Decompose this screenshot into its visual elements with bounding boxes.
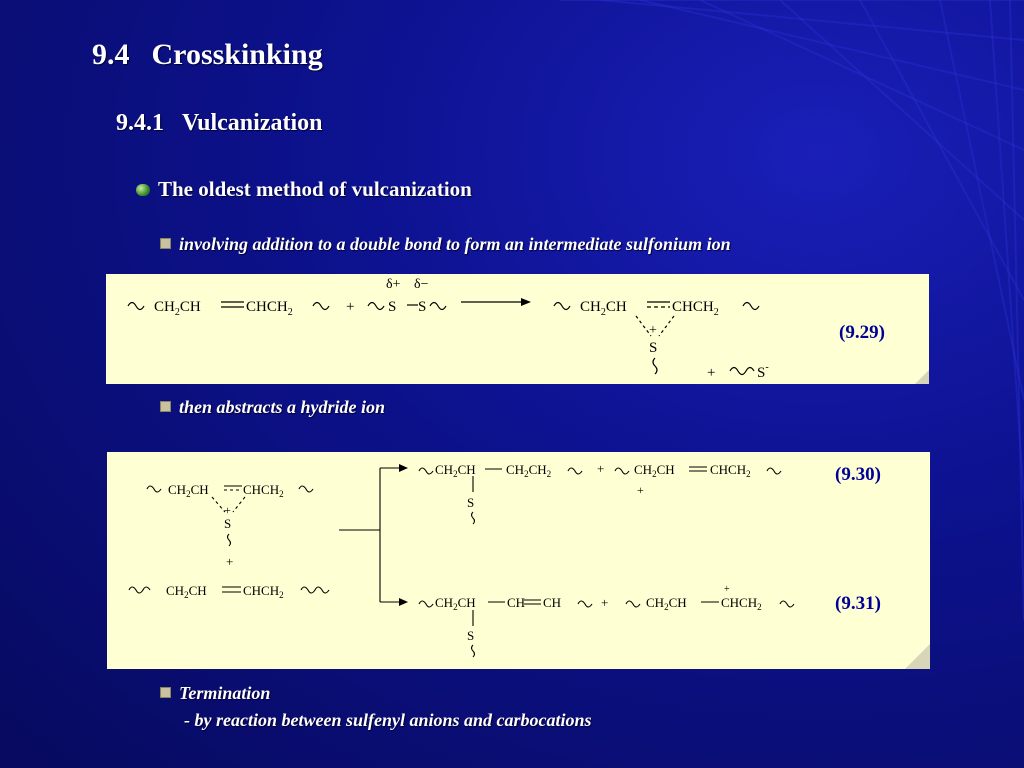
svg-text:CH2CH2: $CH_2CH_2$ (506, 462, 552, 479)
r1-chch2: CHCH (246, 299, 288, 315)
svg-text:CHCH2: $CHCH_2$ (246, 299, 293, 318)
heading-title: Crosskinking (151, 38, 323, 71)
sulfonium-charge: + (649, 323, 657, 338)
svg-text:CH2CH: $CH_2CH$ (435, 462, 476, 479)
delta-plus: δ+ (386, 277, 401, 292)
plus-sign: + (597, 461, 605, 476)
carbocation-charge: + (724, 584, 730, 595)
p1-chch2: CHCH (672, 299, 714, 315)
plus-sign: + (601, 595, 609, 610)
reaction-diagram-1 (106, 274, 929, 384)
bullet-sub-1-text: involving addition to a double bond to form an intermediate sulfonium ion (179, 234, 731, 254)
bullet-sub-1 (160, 234, 731, 255)
chain-wave (299, 486, 313, 492)
arrow-head (399, 464, 408, 472)
chain-wave (419, 601, 433, 607)
svg-text:CH2CH: $CH_2CH$ (580, 299, 627, 318)
bullet-sub-2 (160, 397, 385, 418)
sulfur-chain-wave (228, 534, 231, 546)
svg-text:CH2CH: $CH_2CH$ (168, 482, 209, 499)
chain-wave (430, 303, 446, 310)
bullet-sub-2-text: then abstracts a hydride ion (179, 397, 386, 417)
bullet-sub-3-detail: - by reaction between sulfenyl anions and carbocations (184, 710, 592, 730)
heading-number: 9.4 (92, 38, 130, 71)
arrow-head (521, 298, 531, 306)
square-bullet-icon (160, 687, 171, 698)
svg-text:CH: CH (543, 595, 562, 610)
ion-charge: + (224, 503, 231, 517)
chain-wave (301, 587, 329, 593)
equation-number-9-30: (9.30) (835, 464, 881, 485)
svg-text:CHCH2: $CHCH_2$ (243, 583, 284, 600)
r1-ch2: CH (154, 299, 175, 315)
chain-wave (730, 368, 754, 375)
reaction-panel-2 (107, 452, 930, 669)
square-bullet-icon (160, 238, 171, 249)
svg-text:CHCH2: $CHCH_2$ (672, 299, 719, 318)
sulfur-chain-wave (472, 645, 475, 657)
chain-wave (128, 303, 144, 310)
product-b-sulfur: S (467, 628, 475, 643)
dashed-bond (233, 497, 245, 512)
slide-subheading (116, 110, 322, 137)
sulfur-chain-wave (653, 358, 657, 374)
bullet-main-text: The oldest method of vulcanization (158, 177, 472, 201)
subheading-number: 9.4.1 (116, 110, 164, 136)
chain-wave (568, 468, 582, 474)
byproduct-plus: + (707, 365, 716, 381)
product-a-sulfur: S (467, 495, 475, 510)
svg-text:CHCH2: $CHCH_2$ (710, 462, 751, 479)
slide-heading (92, 38, 323, 72)
dashed-bond (659, 316, 674, 336)
sulfur-atom: S (418, 299, 427, 315)
chain-wave (578, 601, 592, 607)
svg-text:CH2CH: $CH_2CH$ (166, 583, 207, 600)
subheading-title: Vulcanization (182, 110, 323, 136)
svg-text:CHCH2: $CHCH_2$ (721, 595, 762, 612)
square-bullet-icon (160, 401, 171, 412)
plus-sign: + (346, 299, 355, 315)
chain-wave (368, 303, 384, 310)
reaction-diagram-2 (107, 452, 930, 669)
chain-wave (313, 303, 329, 310)
reaction-panel-1 (106, 274, 929, 384)
chain-wave (615, 468, 629, 474)
bullet-sub-3-text: Termination (179, 683, 271, 703)
equation-number-9-29: (9.29) (839, 322, 885, 343)
svg-text:CH2CH: $CH_2CH$ (154, 299, 201, 318)
chain-wave (554, 303, 570, 310)
chain-wave (147, 486, 161, 492)
p1-ch2: CH (580, 299, 601, 315)
chain-wave (419, 468, 433, 474)
chain-wave (780, 601, 794, 607)
page-curl (905, 644, 930, 669)
svg-text:CH2CH: $CH_2CH$ (435, 595, 476, 612)
plus-sign: + (226, 554, 234, 569)
chain-wave (129, 587, 150, 593)
svg-text:CH: CH (507, 595, 526, 610)
chain-wave (626, 601, 640, 607)
ion-sulfur: S (224, 516, 232, 531)
arrow-head (399, 598, 408, 606)
gem-bullet-icon (136, 184, 150, 196)
chain-wave (743, 303, 759, 310)
svg-text:CH2CH: $CH_2CH$ (646, 595, 687, 612)
sulfur-chain-wave (472, 512, 475, 524)
sulfur-atom: S (388, 299, 397, 315)
chain-wave (767, 468, 781, 474)
sulfonium-sulfur: S (649, 340, 658, 356)
svg-text:CHCH2: $CHCH_2$ (243, 482, 284, 499)
carbocation-charge: + (637, 483, 644, 497)
delta-minus: δ− (414, 277, 429, 292)
bullet-main (136, 177, 472, 202)
equation-number-9-31: (9.31) (835, 593, 881, 614)
bullet-sub-3 (160, 683, 270, 704)
svg-text:CH2CH: $CH_2CH$ (634, 462, 675, 479)
sulfenyl-anion: S- (757, 362, 769, 381)
page-curl (915, 370, 929, 384)
